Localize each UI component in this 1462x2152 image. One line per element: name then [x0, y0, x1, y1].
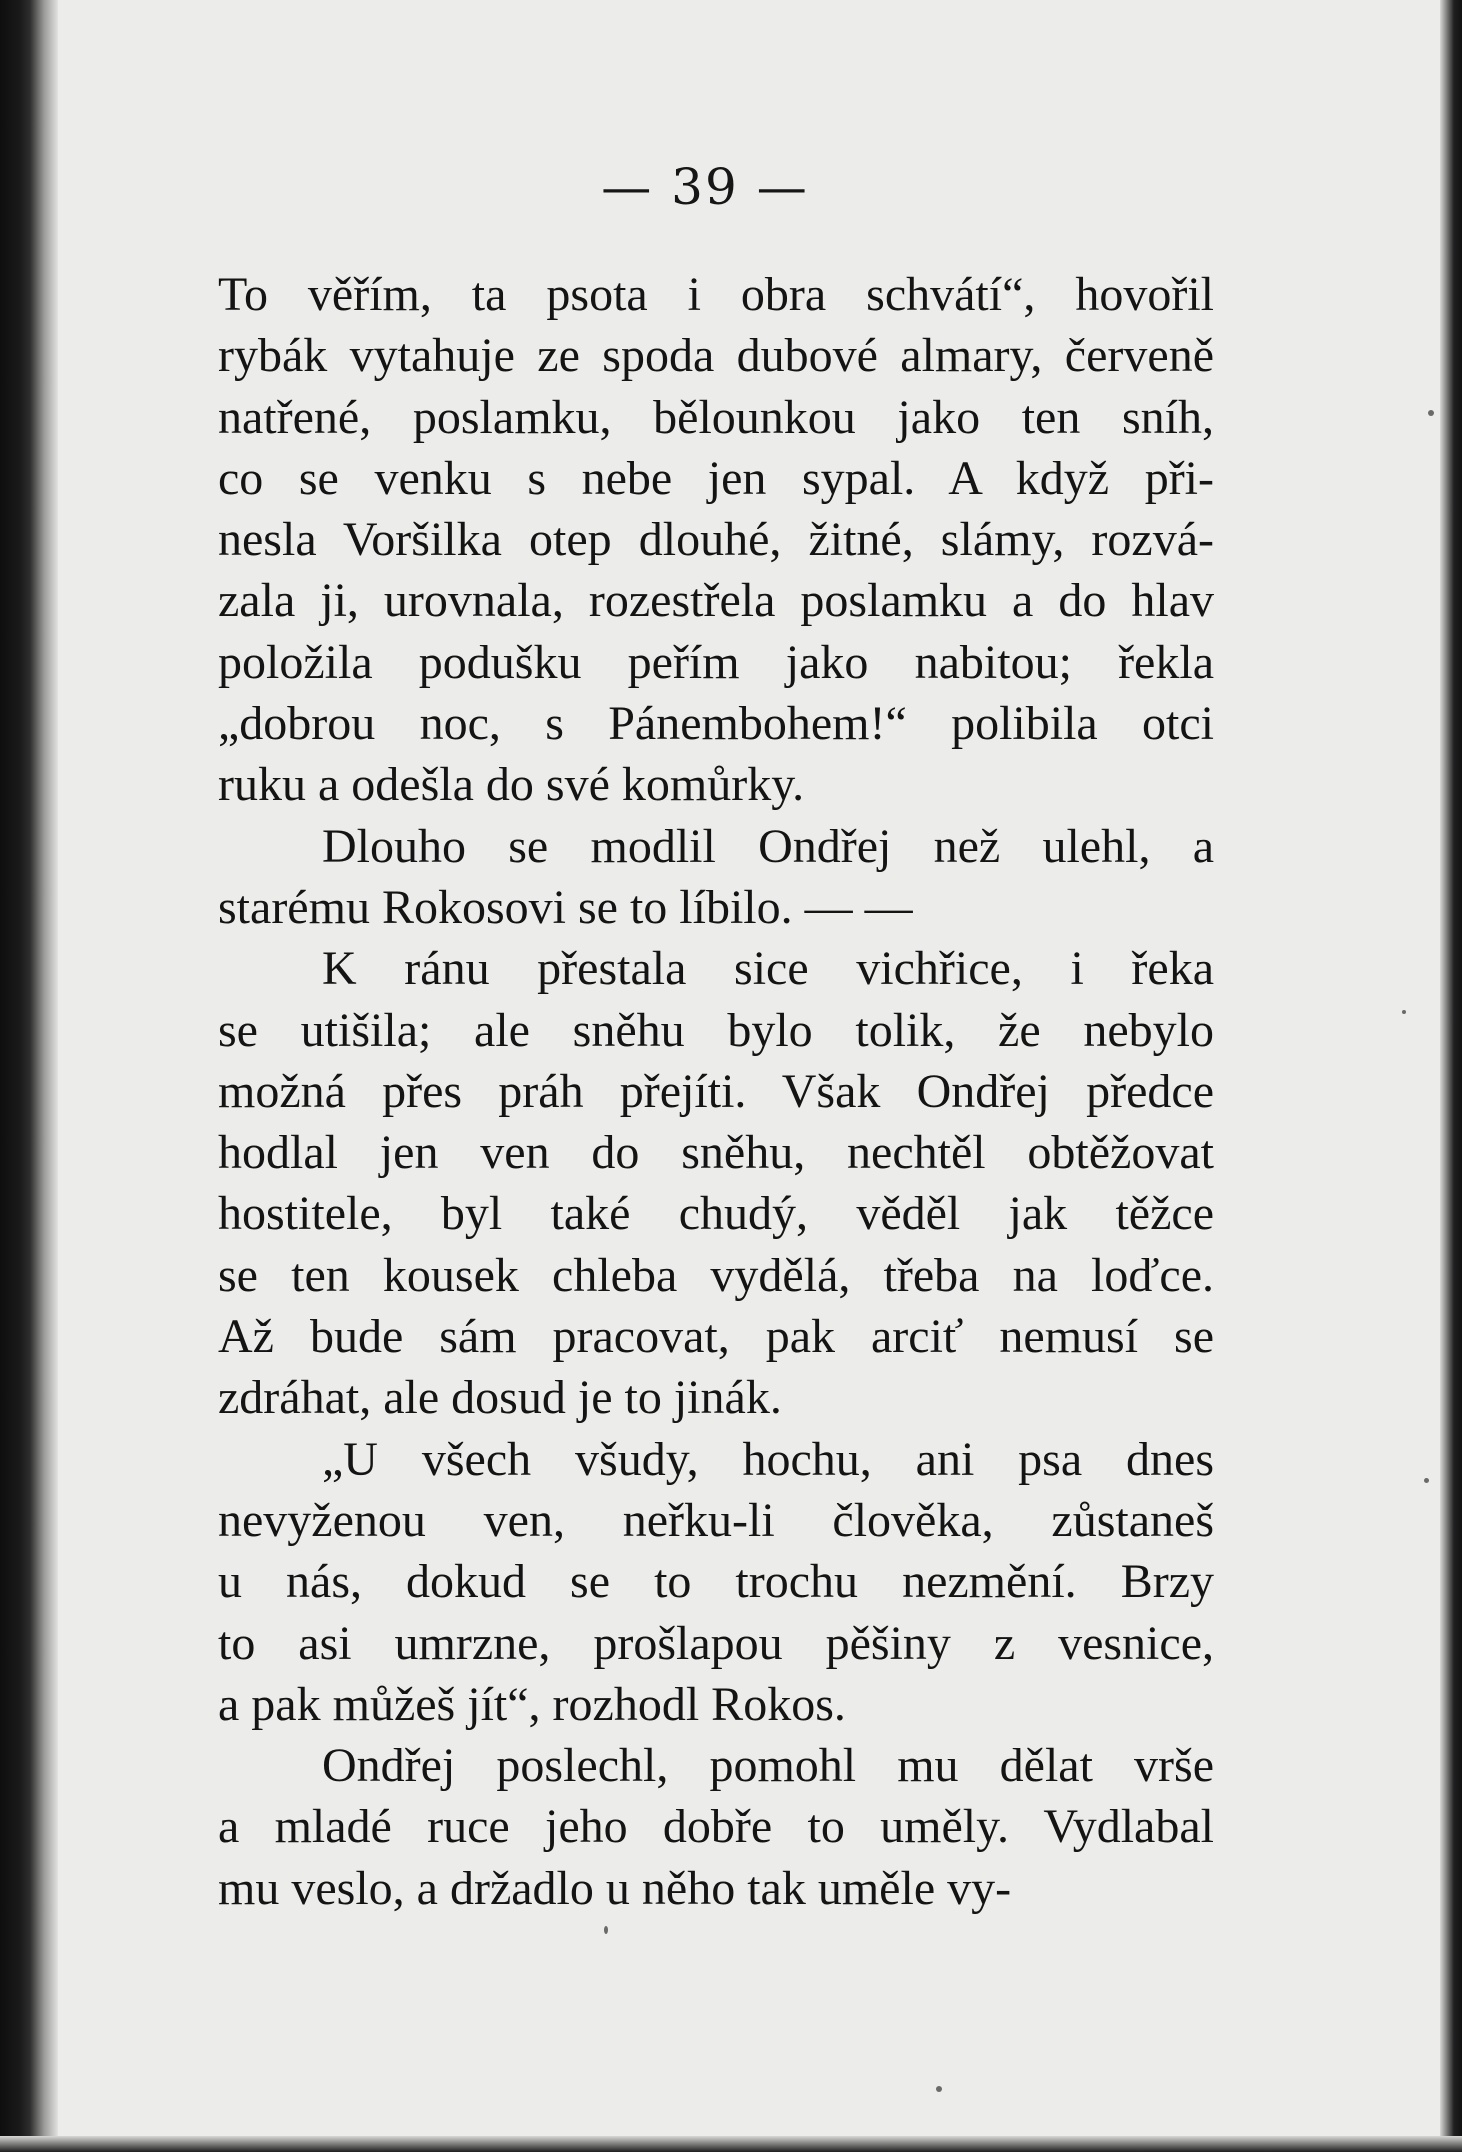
text-line: K ránu přestala sice vichřice, i řeka: [322, 942, 1214, 996]
scan-speck: [936, 2086, 942, 2092]
text-line: to asi umrzne, prošlapou pěšiny z vesnice,: [218, 1616, 1214, 1670]
text-line: se ten kousek chleba vydělá, třeba na loďce.: [218, 1248, 1214, 1302]
text-line: se utišila; ale sněhu bylo tolik, že nebylo: [218, 1003, 1214, 1057]
scan-speck: [1402, 1010, 1406, 1014]
text-line: zdráhat, ale dosud je to jinák.: [218, 1371, 782, 1425]
body-text: [218, 264, 1214, 1919]
text-line: natřené, poslamku, bělounkou jako ten sníh,: [218, 390, 1214, 444]
paragraph: [218, 1735, 1214, 1919]
paragraph: [218, 1429, 1214, 1735]
scan-speck: [1424, 1478, 1429, 1483]
text-line: „U všech všudy, hochu, ani psa dnes: [322, 1432, 1214, 1486]
text-line: a pak můžeš jít“, rozhodl Rokos.: [218, 1677, 846, 1731]
text-line: nevyženou ven, neřku-li člověka, zůstaneš: [218, 1493, 1214, 1547]
paragraph: [218, 938, 1214, 1428]
text-line: Ondřej poslechl, pomohl mu dělat vrše: [322, 1739, 1214, 1793]
page-right-edge: [1440, 0, 1462, 2152]
page-binding-edge: [0, 0, 58, 2152]
text-line: mu veslo, a držadlo u něho tak uměle vy-: [218, 1861, 1012, 1915]
text-line: ruku a odešla do své komůrky.: [218, 758, 805, 812]
text-line: co se venku s nebe jen sypal. A když při-: [218, 451, 1214, 505]
text-line: u nás, dokud se to trochu nezmění. Brzy: [218, 1555, 1214, 1609]
text-line: nesla Voršilka otep dlouhé, žitné, slámy, rozvá-: [218, 513, 1214, 567]
text-line: rybák vytahuje ze spoda dubové almary, červeně: [218, 329, 1214, 383]
text-line: hodlal jen ven do sněhu, nechtěl obtěžovat: [218, 1126, 1214, 1180]
scan-speck: [1428, 410, 1434, 416]
text-line: položila podušku peřím jako nabitou; řekla: [218, 635, 1214, 689]
page-bottom-edge: [0, 2136, 1462, 2152]
page-number: — 39 —: [601, 158, 809, 216]
text-line: hostitele, byl také chudý, věděl jak těžce: [218, 1187, 1214, 1241]
text-line: a mladé ruce jeho dobře to uměly. Vydlabal: [218, 1800, 1214, 1854]
text-line: „dobrou noc, s Pánembohem!“ polibila otci: [218, 697, 1214, 751]
scan-speck: [604, 1926, 608, 1934]
text-line: zala ji, urovnala, rozestřela poslamku a do hlav: [218, 574, 1214, 628]
text-line: Dlouho se modlil Ondřej než ulehl, a: [322, 819, 1214, 873]
paragraph: [218, 816, 1214, 939]
text-line: Až bude sám pracovat, pak arciť nemusí se: [218, 1310, 1214, 1364]
paragraph: [218, 264, 1214, 816]
text-line: To věřím, ta psota i obra schvátí“, hovořil: [218, 268, 1214, 321]
text-line: možná přes práh přejíti. Však Ondřej předce: [218, 1064, 1214, 1118]
text-line: starému Rokosovi se to líbilo. — —: [218, 880, 913, 934]
